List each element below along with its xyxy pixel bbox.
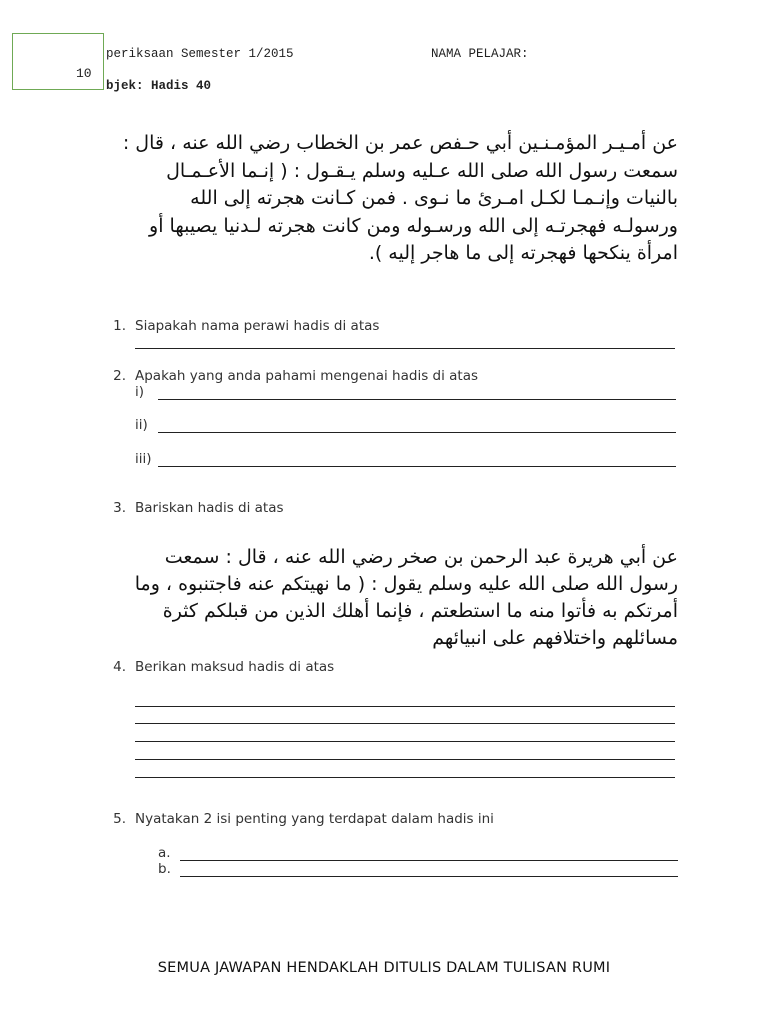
hadith-2-line: مسائلهم واختلافهم على انبيائهم xyxy=(432,627,678,649)
question-number: 2. xyxy=(113,368,126,384)
hadith-1-text xyxy=(90,130,678,268)
student-name-label: NAMA PELAJAR: xyxy=(431,47,529,61)
hadith-1-line: ورسولـه فهجرتـه إلى الله ورسـوله ومن كانت هجرته لـدنيا يصيبها أو xyxy=(149,214,678,237)
answer-label: iii) xyxy=(135,451,152,467)
question-text: Bariskan hadis di atas xyxy=(135,500,284,516)
subject-label: bjek: Hadis 40 xyxy=(106,79,212,93)
answer-line[interactable] xyxy=(135,759,675,760)
question-4 xyxy=(104,659,684,675)
answer-line[interactable] xyxy=(135,723,675,724)
question-text: Siapakah nama perawi hadis di atas xyxy=(135,318,380,334)
answer-line[interactable] xyxy=(180,876,678,877)
answer-line[interactable] xyxy=(135,706,675,707)
question-number: 5. xyxy=(113,811,126,827)
answer-line[interactable] xyxy=(135,741,675,742)
answer-line[interactable] xyxy=(180,860,678,861)
hadith-1-line: عن أمـيـر المؤمـنـين أبي حـفص عمر بن الخطاب رضي الله عنه ، قال : xyxy=(122,132,678,154)
answer-label: a. xyxy=(158,845,171,861)
question-3 xyxy=(104,500,684,516)
question-number: 3. xyxy=(113,500,126,516)
question-number: 1. xyxy=(113,318,126,334)
question-5 xyxy=(104,811,684,827)
answer-line[interactable] xyxy=(158,466,676,467)
footer-instruction: SEMUA JAWAPAN HENDAKLAH DITULIS DALAM TULISAN RUMI xyxy=(157,960,611,976)
answer-line[interactable] xyxy=(135,348,675,349)
answer-line[interactable] xyxy=(158,399,676,400)
question-text: Nyatakan 2 isi penting yang terdapat dalam hadis ini xyxy=(135,811,494,827)
question-text: Apakah yang anda pahami mengenai hadis di atas xyxy=(135,368,478,384)
answer-line[interactable] xyxy=(158,432,676,433)
score-box xyxy=(12,33,104,90)
question-text: Berikan maksud hadis di atas xyxy=(135,659,335,675)
score-value: 10 xyxy=(76,66,92,81)
answer-label: i) xyxy=(135,384,145,400)
hadith-2-line: رسول الله صلى الله عليه وسلم يقول : ( ما نهيتكم عنه فاجتنبوه ، وما xyxy=(134,573,678,595)
answer-line[interactable] xyxy=(135,777,675,778)
hadith-1-line: سمعت رسول الله صلى الله عـليه وسلم يـقـول : ( إنـما الأعـمـال xyxy=(166,159,678,182)
question-number: 4. xyxy=(113,659,126,675)
hadith-1-line: امرأة ينكحها فهجرته إلى ما هاجر إليه ). xyxy=(368,242,678,264)
hadith-2-line: عن أبي هريرة عبد الرحمن بن صخر رضي الله عنه ، قال : سمعت xyxy=(164,546,678,568)
answer-label: b. xyxy=(158,861,171,877)
hadith-1-line: بالنيات وإنـمـا لكـل امـرئ ما نـوى . فمن كـانت هجرته إلى الله xyxy=(190,187,678,209)
answer-label: ii) xyxy=(135,417,148,433)
hadith-2-line: أمرتكم به فأتوا منه ما استطعتم ، فإنما أهلك الذين من قبلكم كثرة xyxy=(162,600,678,622)
question-1 xyxy=(104,318,684,334)
question-2 xyxy=(104,368,684,384)
exam-title: periksaan Semester 1/2015 xyxy=(106,47,294,61)
hadith-2-text xyxy=(90,544,678,652)
